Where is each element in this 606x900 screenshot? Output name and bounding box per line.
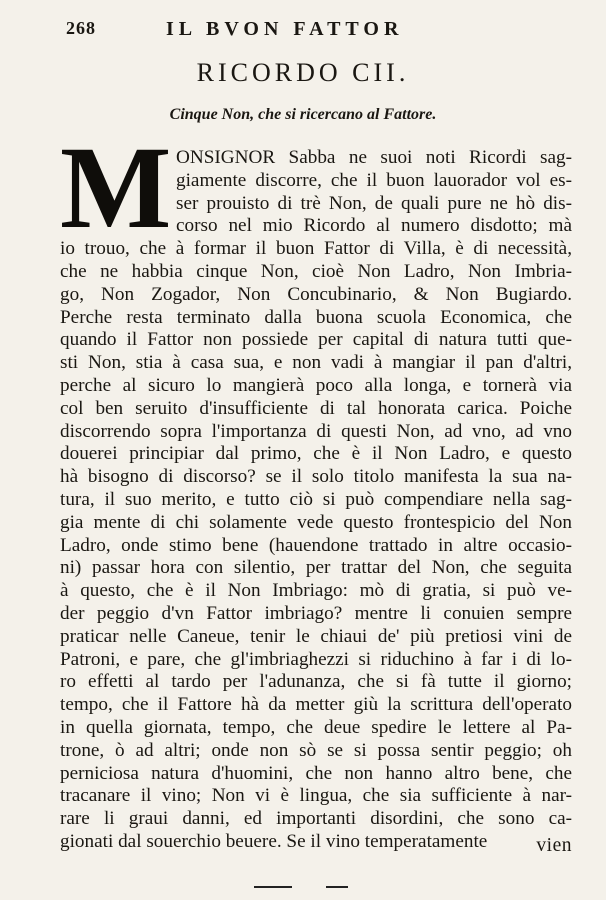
text-line: gia mente di chi solamente vede questo frontespicio del Non (60, 511, 572, 533)
text-line: che ne habbia cinque Non, cioè Non Ladro, Non Imbria- (60, 261, 572, 282)
text-line: corso nel mio Ricordo al numero disdotto; mà (176, 215, 572, 237)
text-line: giamente discorre, che il buon lauorador vol es- (176, 169, 572, 191)
text-line: ONSIGNOR Sabba ne suoi noti Ricordi sag- (176, 147, 572, 168)
text-line: tempo, che il Fattore hà da metter giù la scrittura dell'operato (60, 694, 572, 716)
text-line: perniciosa natura d'huomini, che non hanno altro bene, che (60, 762, 572, 784)
text-line: discorrendo sopra l'importanza di questi Non, ad vno, ad vno (60, 420, 572, 442)
text-line: sti Non, stia à casa sua, e non vadi à mangiar il pan d'altri, (60, 352, 572, 374)
text-line: Perche resta terminato dalla buona scuola Economica, che (60, 306, 572, 328)
text-line: perche al sicuro lo mangierà poco alla longa, e tornerà via (60, 375, 572, 396)
text-line: ro effetti al tardo per l'adunanza, che si fà tutte il giorno; (60, 671, 572, 693)
text-line: tracanare il vino; Non vi è lingua, che sia sufficiente à nar- (60, 785, 572, 807)
text-line: hà bisogno di discorso? se il solo titolo manifesta la sua na- (60, 466, 572, 488)
running-head (66, 16, 476, 46)
text-line: io trouo, che à formar il buon Fattor di Villa, è di necessità, (60, 238, 572, 260)
text-line: Patroni, e pare, che gl'imbriaghezzi si riduchino à far i di lo- (60, 648, 572, 670)
text-line: ni) passar hora con silentio, per trattar del Non, che seguita (60, 557, 572, 579)
footer-rule (326, 886, 348, 888)
text-line: in quella giornata, tempo, che deue spedire le lettere al Pa- (60, 717, 572, 738)
text-line: trone, ò ad altri; onde non sò se si possa sentir peggio; oh (60, 739, 572, 761)
text-line: tura, il suo merito, e tutto ciò si può compendiare nella sag- (60, 489, 572, 510)
page-number: 268 (66, 18, 96, 38)
text-line: col ben seruito d'insufficiente di tal honorata carica. Poiche (60, 397, 572, 419)
drop-cap: M (60, 122, 172, 253)
footer-rule (254, 886, 292, 888)
text-line: douerei principiar dal primo, che è il Non Ladro, e questo (60, 443, 572, 465)
text-line: der peggio d'vn Fattor imbriago? mentre li conuien sempre (60, 603, 572, 624)
chapter-subtitle: Cinque Non, che si ricercano al Fattore. (169, 106, 437, 123)
text-line: à questo, che è il Non Imbriago: mò di gratia, si può ve- (60, 580, 572, 602)
text-line: Ladro, onde stimo bene (hauendone trattado in altre occasio- (60, 534, 572, 556)
running-title: IL BVON FATTOR (166, 18, 404, 40)
text-line: go, Non Zogador, Non Concubinario, & Non Bugiardo. (60, 283, 572, 305)
text-line: ser prouisto di trè Non, de quali pure ne hò dis- (176, 192, 572, 214)
text-line: quando il Fattor non possiede per capital di natura tutti que- (60, 329, 572, 351)
text-line: rare li graui danni, ed importanti disordini, che sono ca- (60, 808, 572, 830)
text-line: gionati dal souerchio beuere. Se il vino temperatamente (60, 831, 488, 852)
text-line: praticar nelle Caneue, tenir le chiaui de' più pretiosi vini de (60, 625, 572, 647)
catchword: vien (536, 835, 572, 856)
chapter-title: RICORDO CII. (196, 58, 410, 87)
